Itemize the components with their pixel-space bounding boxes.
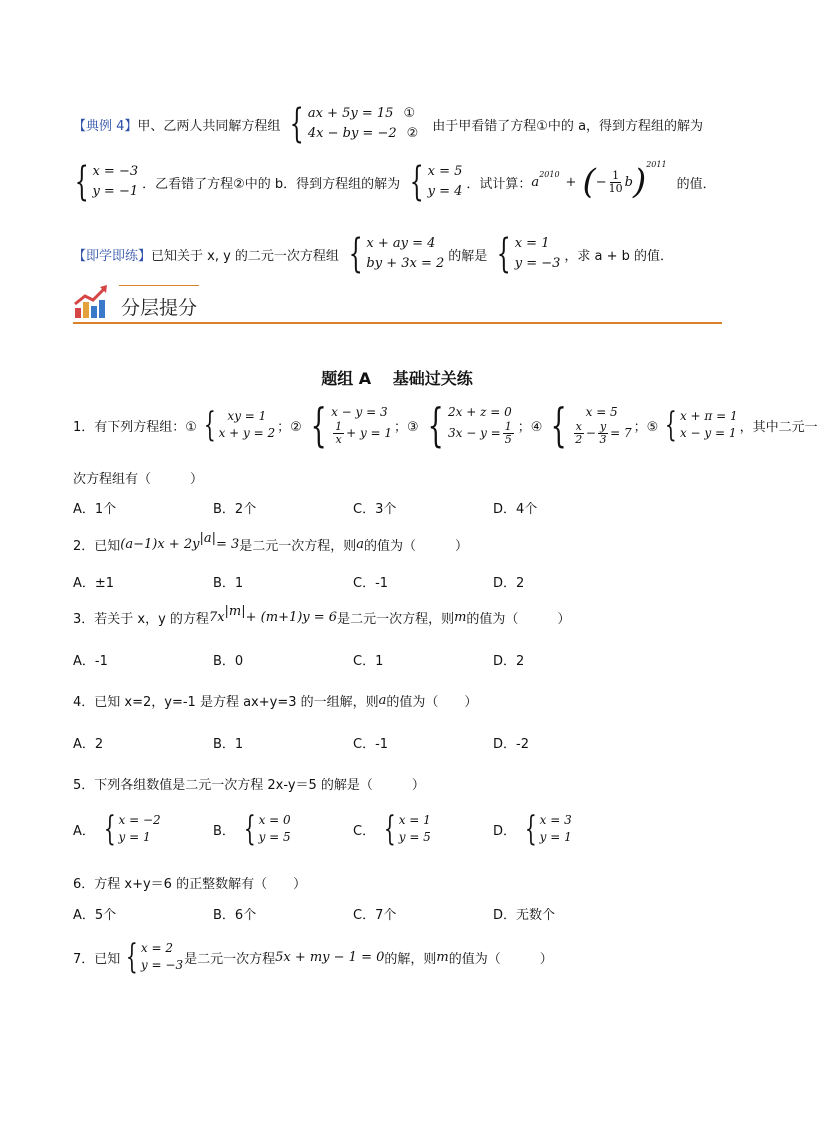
q1-sep-3: ；③ bbox=[394, 419, 419, 435]
q1-system-2: { x − y = 3 $\frac{1}{x}$ + y = 1 bbox=[310, 398, 393, 452]
q1-options bbox=[73, 498, 733, 517]
q1-prefix: 1．有下列方程组：① bbox=[73, 419, 197, 435]
practice-intro: 已知关于 x, y 的二元一次方程组 bbox=[151, 248, 339, 264]
option-d[interactable]: D． { x = 3 y = 1 bbox=[493, 809, 572, 849]
section-divider bbox=[73, 322, 722, 324]
q2-expression: (a−1)x + 2y bbox=[120, 537, 200, 552]
question-6: 6．方程 x+y＝6 的正整数解有（ ） bbox=[73, 877, 307, 892]
q6-options bbox=[73, 904, 733, 923]
solution-1-y: y = −1 bbox=[92, 184, 139, 199]
example-4 bbox=[73, 101, 724, 205]
practice-equation-1: x + ay = 4 bbox=[366, 236, 436, 251]
option-b[interactable]: B．2个 bbox=[213, 502, 257, 517]
solution-1-x: x = −3 bbox=[92, 164, 139, 179]
option-a[interactable]: A．2 bbox=[73, 737, 104, 752]
example-mid: ．乙看错了方程②中的 b．得到方程组的解为 bbox=[142, 176, 401, 192]
practice-end: ，求 a + b 的值． bbox=[564, 248, 674, 264]
question-1 bbox=[73, 398, 818, 452]
group-title: 题组 A 基础过关练 bbox=[321, 369, 473, 388]
practice-solution-y: y = −3 bbox=[514, 256, 561, 271]
option-a[interactable]: A．-1 bbox=[73, 654, 108, 669]
example-end: 的值． bbox=[676, 176, 716, 192]
question-4: 4．已知 x=2，y=-1 是方程 ax+y=3 的一组解，则 a 的值为（ ） bbox=[73, 693, 478, 710]
q1-system-4: { x = 5 $\frac{x}{2}$ − $\frac{y}{3}$ = 7 bbox=[550, 398, 632, 452]
q4-options bbox=[73, 733, 733, 752]
power-expression: a $^{2010}$ + ( − $\frac{1}{10}$ b ) $^{2011}$ bbox=[531, 159, 667, 202]
option-a[interactable]: A．5个 bbox=[73, 908, 117, 923]
q3-options bbox=[73, 650, 733, 669]
solution-1: { x = −3 y = −1 bbox=[74, 159, 139, 205]
equation-1-mark: ① bbox=[403, 106, 416, 121]
q1-system-1: { xy = 1 x + y = 2 bbox=[203, 405, 276, 445]
question-7: 7．已知 { x = 2 y = −3 是二元一次方程 5x + my − 1 = 0 的解，则 m 的值为（ ） bbox=[73, 937, 553, 977]
practice-tag: 【即学即练】 bbox=[73, 248, 152, 264]
option-b[interactable]: B．6个 bbox=[213, 908, 257, 923]
q3-expression: 7x bbox=[208, 610, 225, 625]
option-d[interactable]: D．2 bbox=[493, 654, 525, 669]
equation-2-mark: ② bbox=[406, 126, 419, 141]
q1-sep-2: ；② bbox=[277, 419, 302, 435]
equation-2: 4x − by = −2 bbox=[307, 126, 397, 141]
option-c[interactable]: C． { x = 1 y = 5 bbox=[353, 809, 431, 849]
equation-1: ax + 5y = 15 bbox=[307, 106, 394, 121]
question-2: 2．已知 (a−1)x + 2y $^{|a|}$ = 3 是二元一次方程，则 a 的值为（ ） bbox=[73, 531, 469, 554]
q1-sep-4: ；④ bbox=[517, 419, 543, 435]
section-header bbox=[73, 282, 722, 324]
option-c[interactable]: C．3个 bbox=[353, 502, 397, 517]
option-b[interactable]: B． { x = 0 y = 5 bbox=[213, 809, 291, 849]
q7-expression: 5x + my − 1 = 0 bbox=[275, 949, 385, 965]
equation-system: { ax + 5y = 15 ① 4x − by = −2 ② bbox=[290, 101, 419, 147]
option-d[interactable]: D．-2 bbox=[493, 737, 529, 752]
q1-system-5: { x + π = 1 x − y = 1 bbox=[665, 405, 738, 445]
option-c[interactable]: C．7个 bbox=[353, 908, 397, 923]
question-3: 3．若关于 x，y 的方程 7x $^{|m|}$ + (m+1)y = 6 是二元一次方程，则 m 的值为（ ） bbox=[73, 604, 571, 627]
practice-equation-2: by + 3x = 2 bbox=[366, 256, 445, 271]
q2-options bbox=[73, 572, 733, 591]
option-c[interactable]: C．-1 bbox=[353, 576, 389, 591]
option-a[interactable]: A．1个 bbox=[73, 502, 117, 517]
practice-system: { x + ay = 4 by + 3x = 2 bbox=[348, 231, 445, 277]
option-d[interactable]: D．2 bbox=[493, 576, 525, 591]
q1-suffix: ，其中二元一 bbox=[739, 419, 818, 435]
practice bbox=[73, 231, 724, 277]
practice-solution-x: x = 1 bbox=[514, 236, 550, 251]
option-b[interactable]: B．1 bbox=[213, 576, 244, 591]
question-5: 5．下列各组数值是二元一次方程 2x-y＝5 的解是（ ） bbox=[73, 778, 425, 793]
example-after: 由于甲看错了方程①中的 a，得到方程组的解为 bbox=[432, 118, 704, 134]
solution-2: { x = 5 y = 4 bbox=[409, 159, 463, 205]
section-title: 分层提分 bbox=[121, 297, 198, 319]
q1-system-3: { 2x + z = 0 3x − y = $\frac{1}{5}$ bbox=[427, 398, 512, 452]
option-c[interactable]: C．-1 bbox=[353, 737, 389, 752]
option-a[interactable]: A． { x = −2 y = 1 bbox=[73, 809, 161, 849]
option-c[interactable]: C．1 bbox=[353, 654, 384, 669]
question-1-line-2: 次方程组有（ ） bbox=[73, 472, 204, 487]
option-b[interactable]: B．1 bbox=[213, 737, 244, 752]
example-tag: 【典例 4】 bbox=[73, 118, 138, 134]
rising-chart-icon bbox=[73, 284, 109, 320]
option-d[interactable]: D．4个 bbox=[493, 502, 538, 517]
example-calc: ．试计算： bbox=[466, 176, 532, 192]
option-b[interactable]: B．0 bbox=[213, 654, 244, 669]
practice-solution: { x = 1 y = −3 bbox=[496, 231, 561, 277]
solution-2-y: y = 4 bbox=[427, 184, 463, 199]
example-intro: 甲、乙两人共同解方程组 bbox=[137, 118, 281, 134]
q5-options bbox=[73, 809, 733, 849]
q1-sep-5: ；⑤ bbox=[633, 419, 659, 435]
practice-mid: 的解是 bbox=[448, 248, 488, 264]
option-a[interactable]: A．±1 bbox=[73, 576, 115, 591]
option-d[interactable]: D．无数个 bbox=[493, 908, 556, 923]
solution-2-x: x = 5 bbox=[427, 164, 463, 179]
